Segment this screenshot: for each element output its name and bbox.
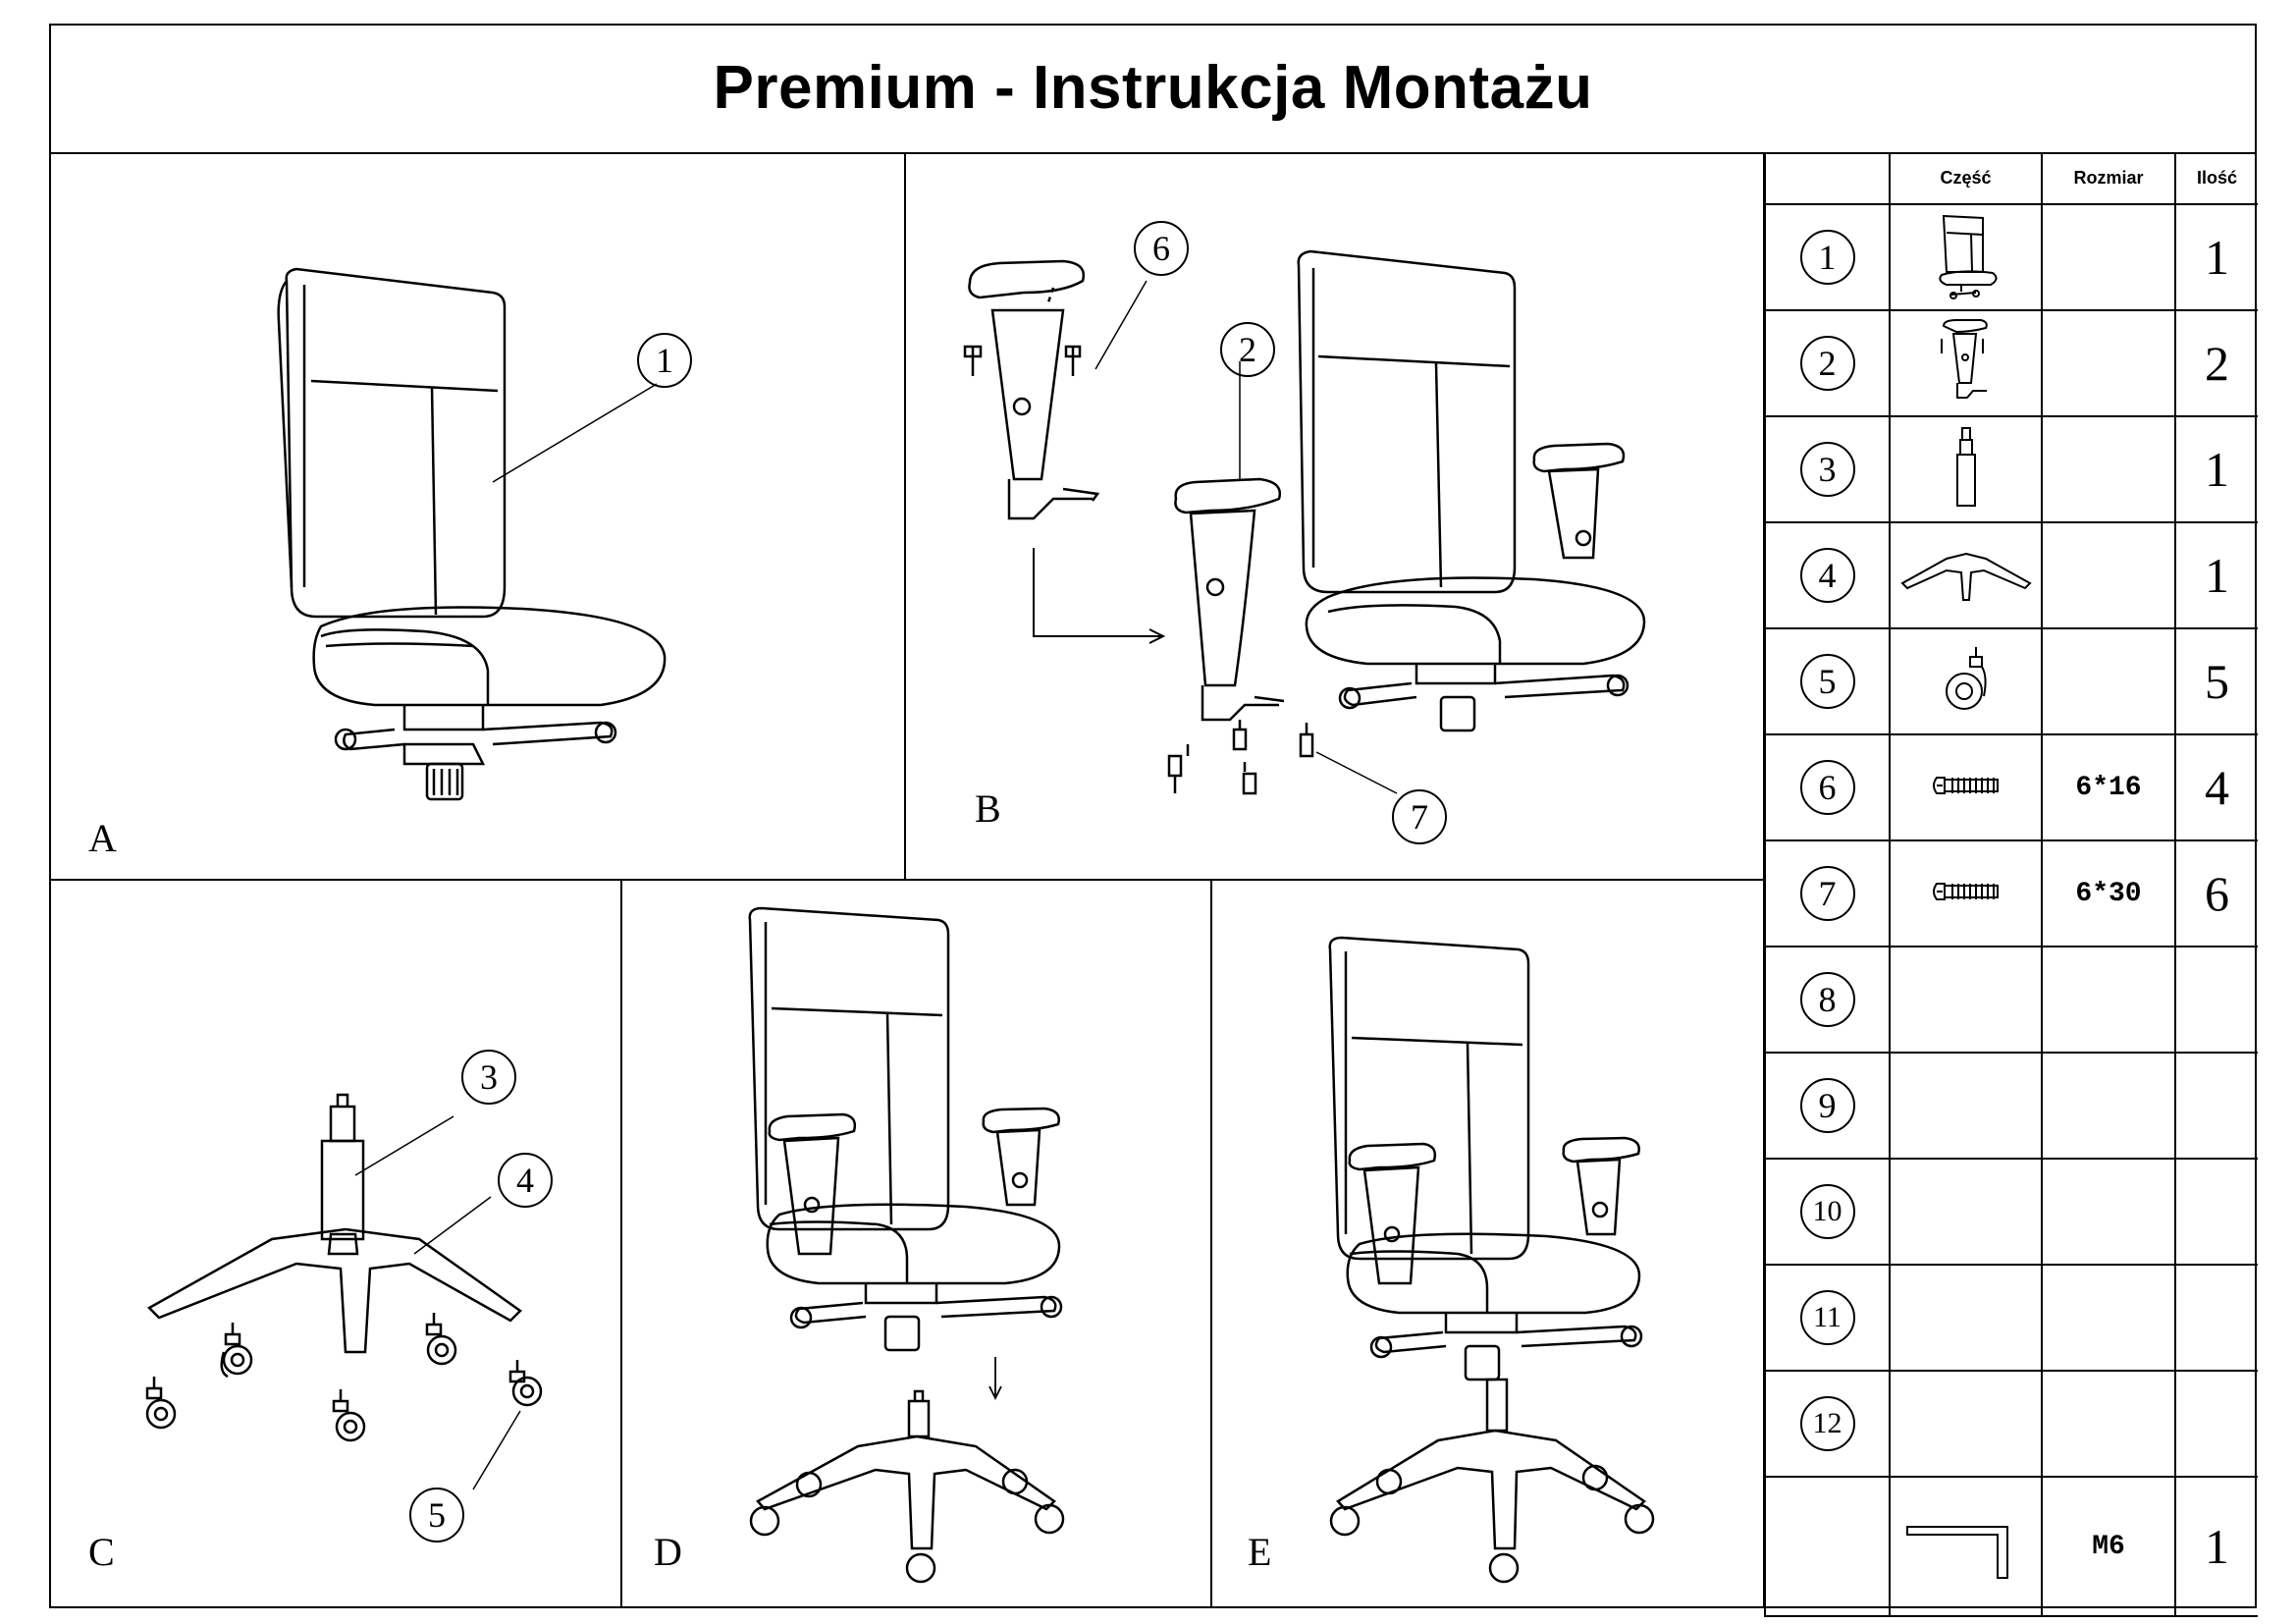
base-assembly-icon	[51, 881, 620, 1608]
panel-b	[906, 155, 1763, 879]
part-number-cell	[1765, 1265, 1890, 1371]
armrest-icon	[1932, 395, 2001, 411]
part-image-cell	[1890, 1371, 2042, 1477]
chair-icon	[1922, 289, 2010, 305]
panel-label-c: C	[88, 1530, 115, 1574]
part-number-cell	[1765, 840, 1890, 947]
part-quantity: 4	[2175, 734, 2258, 840]
panel-c	[51, 881, 620, 1608]
part-quantity: 1	[2175, 204, 2258, 310]
part-number: 8	[1800, 972, 1855, 1027]
part-size	[2042, 628, 2175, 734]
table-row	[1765, 628, 2258, 734]
part-quantity: 1	[2175, 1477, 2258, 1616]
screw-icon	[1927, 792, 2005, 809]
part-size	[2042, 310, 2175, 416]
part-image-cell	[1890, 204, 2042, 310]
part-size	[2042, 947, 2175, 1053]
table-row	[1765, 1053, 2258, 1159]
screw-icon	[1927, 898, 2005, 915]
part-size: M6	[2042, 1477, 2175, 1616]
gas-lift-icon	[1947, 501, 1986, 517]
part-image-cell	[1890, 840, 2042, 947]
panel-e	[1212, 881, 1763, 1608]
panel-d	[622, 881, 1210, 1608]
callout-2: 2	[1220, 322, 1275, 377]
part-number: 2	[1800, 336, 1855, 391]
part-image-cell	[1890, 416, 2042, 522]
part-quantity	[2175, 947, 2258, 1053]
page-title: Premium - Instrukcja Montażu	[49, 24, 2257, 154]
panel-label-b: B	[975, 786, 1001, 831]
part-number: 9	[1800, 1078, 1855, 1133]
part-image-cell	[1890, 947, 2042, 1053]
part-image-cell	[1890, 1265, 2042, 1371]
callout-5: 5	[409, 1488, 464, 1543]
part-number-cell	[1765, 1053, 1890, 1159]
part-size	[2042, 1371, 2175, 1477]
part-size	[2042, 1159, 2175, 1265]
part-number: 3	[1800, 442, 1855, 497]
part-quantity: 5	[2175, 628, 2258, 734]
table-header-size: Rozmiar	[2042, 153, 2175, 204]
caster-icon	[1927, 708, 2005, 725]
part-number-cell	[1765, 734, 1890, 840]
part-number: 6	[1800, 760, 1855, 815]
part-number-cell	[1765, 1159, 1890, 1265]
part-number-cell	[1765, 204, 1890, 310]
part-quantity	[2175, 1053, 2258, 1159]
callout-4: 4	[498, 1153, 553, 1208]
part-number-cell	[1765, 947, 1890, 1053]
part-number: 1	[1800, 230, 1855, 285]
star-base-icon	[1897, 595, 2035, 612]
part-size: 6*16	[2042, 734, 2175, 840]
part-number: 7	[1800, 866, 1855, 921]
part-image-cell	[1890, 1159, 2042, 1265]
part-image-cell	[1890, 310, 2042, 416]
part-size	[2042, 416, 2175, 522]
part-image-cell	[1890, 628, 2042, 734]
part-number-cell	[1765, 416, 1890, 522]
table-row	[1765, 1159, 2258, 1265]
part-number-cell	[1765, 522, 1890, 628]
panel-label-e: E	[1248, 1530, 1272, 1574]
part-image-cell	[1890, 522, 2042, 628]
callout-6: 6	[1134, 221, 1189, 276]
table-row	[1765, 1265, 2258, 1371]
part-size	[2042, 1265, 2175, 1371]
table-row	[1765, 947, 2258, 1053]
chair-icon	[622, 881, 1210, 1608]
part-quantity: 2	[2175, 310, 2258, 416]
allen-key-icon	[1897, 1578, 2035, 1595]
chair-icon	[51, 155, 904, 879]
part-quantity: 1	[2175, 522, 2258, 628]
table-row	[1765, 416, 2258, 522]
part-image-cell	[1890, 1477, 2042, 1616]
armrest-assembly-icon	[906, 155, 1763, 879]
part-number: 4	[1800, 548, 1855, 603]
table-row	[1765, 310, 2258, 416]
table-row	[1765, 1477, 2258, 1616]
panel-a	[51, 155, 904, 879]
part-size	[2042, 1053, 2175, 1159]
table-row	[1765, 840, 2258, 947]
part-number: 11	[1800, 1290, 1855, 1345]
part-number-cell	[1765, 1371, 1890, 1477]
part-quantity: 1	[2175, 416, 2258, 522]
panel-label-a: A	[88, 816, 117, 860]
callout-7: 7	[1392, 789, 1447, 844]
part-quantity	[2175, 1371, 2258, 1477]
panel-label-d: D	[654, 1530, 682, 1574]
callout-3: 3	[461, 1050, 516, 1105]
table-row	[1765, 522, 2258, 628]
part-number-cell	[1765, 628, 1890, 734]
part-quantity	[2175, 1159, 2258, 1265]
table-row	[1765, 1371, 2258, 1477]
table-row	[1765, 734, 2258, 840]
table-row	[1765, 204, 2258, 310]
part-size: 6*30	[2042, 840, 2175, 947]
part-size	[2042, 204, 2175, 310]
part-number: 12	[1800, 1396, 1855, 1451]
part-image-cell	[1890, 734, 2042, 840]
parts-table	[1764, 153, 2257, 1608]
part-number-cell	[1765, 1477, 1890, 1616]
table-header-part: Część	[1890, 153, 2042, 204]
part-image-cell	[1890, 1053, 2042, 1159]
callout-1: 1	[637, 333, 692, 388]
chair-icon	[1212, 881, 1763, 1608]
part-quantity	[2175, 1265, 2258, 1371]
part-number-cell	[1765, 310, 1890, 416]
table-header-qty: Ilość	[2175, 153, 2258, 204]
table-header-num	[1765, 153, 1890, 204]
part-quantity: 6	[2175, 840, 2258, 947]
part-size	[2042, 522, 2175, 628]
part-number: 10	[1800, 1184, 1855, 1239]
table-header-row	[1765, 153, 2258, 204]
part-number: 5	[1800, 654, 1855, 709]
